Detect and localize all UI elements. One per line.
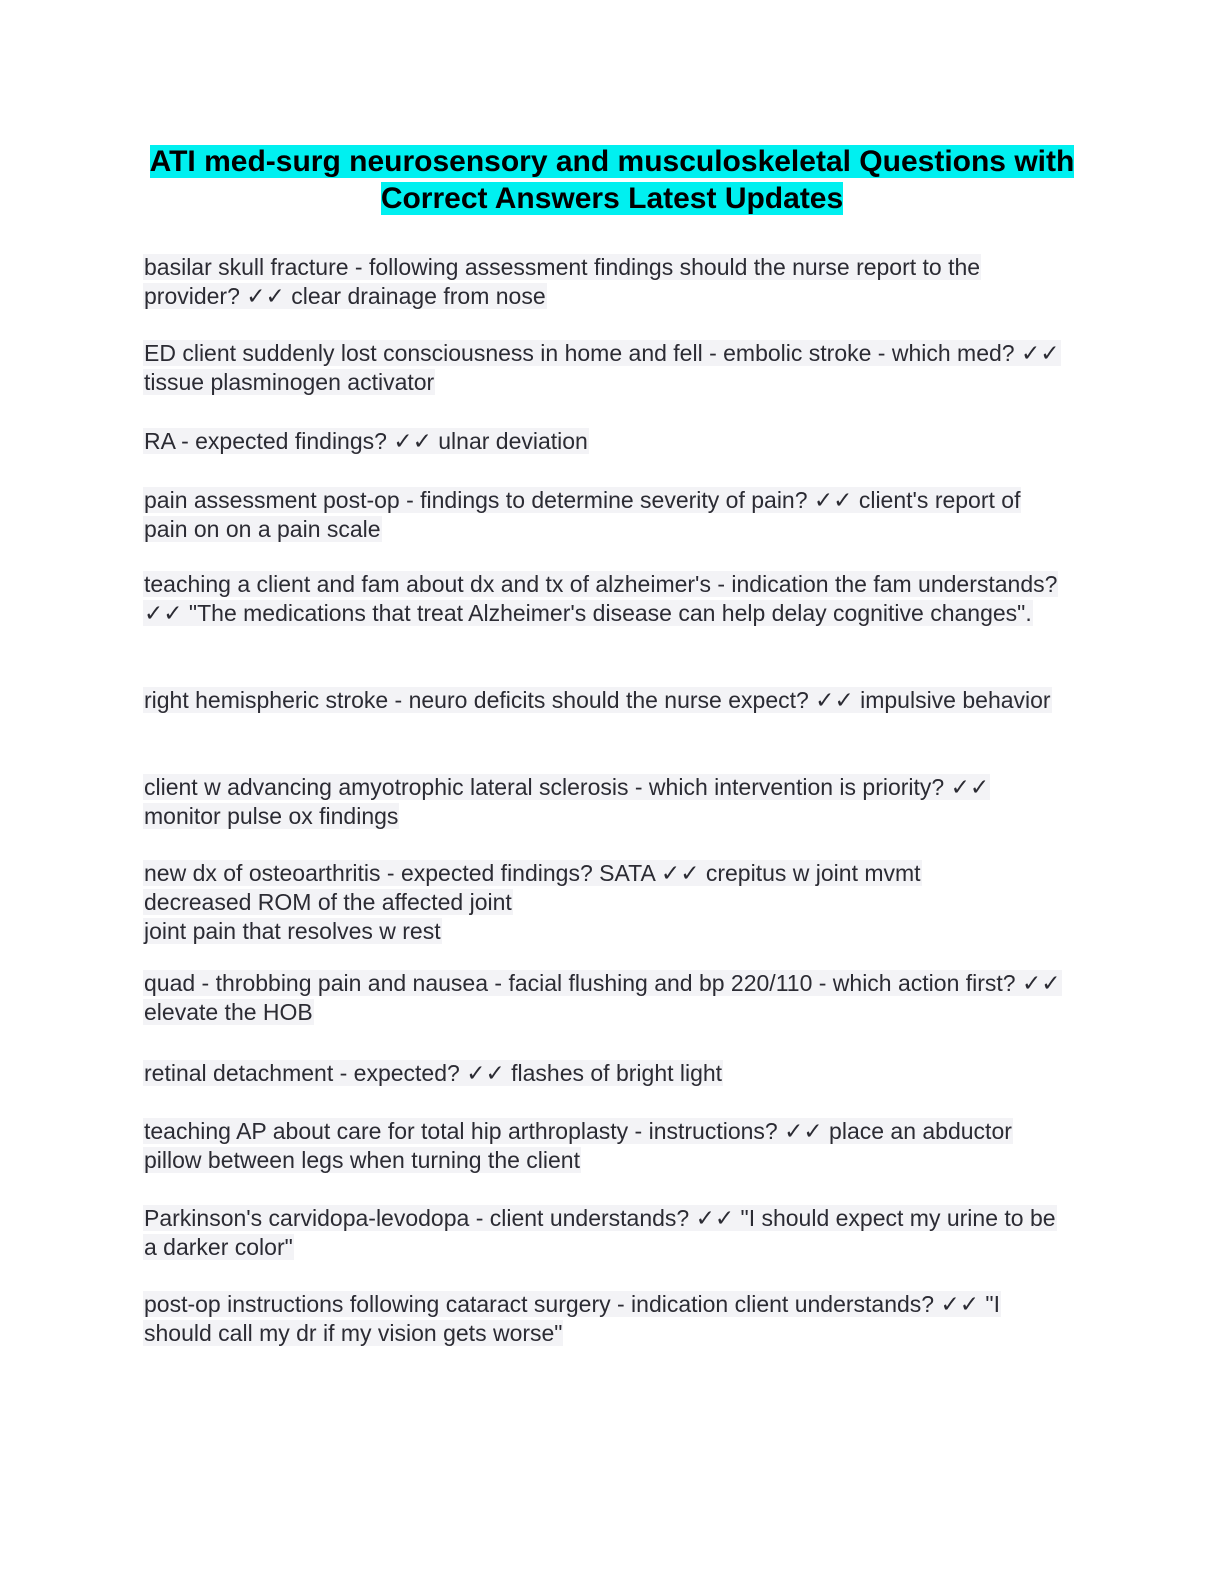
qa-item <box>143 1059 1063 1088</box>
qa-text: client w advancing amyotrophic lateral sclerosis - which intervention is priority? ✓✓ monitor pulse ox findings <box>144 774 990 829</box>
qa-text: pain assessment post-op - findings to determine severity of pain? ✓✓ client's report of pain on on a pain scale <box>144 487 1021 542</box>
document-title <box>120 143 1104 217</box>
title-highlight: ATI med-surg neurosensory and musculoskeletal Questions with Correct Answers Latest Updates <box>149 145 1075 215</box>
qa-text: teaching AP about care for total hip arthroplasty - instructions? ✓✓ place an abductor pillow between legs when turning the client <box>144 1118 1012 1173</box>
qa-item <box>143 427 1063 456</box>
qa-item <box>143 1204 1063 1262</box>
qa-text: new dx of osteoarthritis - expected findings? SATA ✓✓ crepitus w joint mvmt decreased ROM of the affected joint joint pain that resolves w rest <box>144 860 921 944</box>
qa-item <box>143 859 1063 946</box>
qa-text: basilar skull fracture - following assessment findings should the nurse report to the provider? ✓✓ clear drainage from nose <box>144 254 981 309</box>
qa-item <box>143 570 1063 628</box>
qa-text: Parkinson's carvidopa-levodopa - client understands? ✓✓ "I should expect my urine to be a darker color" <box>144 1205 1056 1260</box>
qa-text: RA - expected findings? ✓✓ ulnar deviation <box>144 428 588 454</box>
qa-text: retinal detachment - expected? ✓✓ flashes of bright light <box>144 1060 723 1086</box>
qa-text: post-op instructions following cataract surgery - indication client understands? ✓✓ "I should call my dr if my vision gets worse" <box>144 1291 1000 1346</box>
qa-item <box>143 1117 1063 1175</box>
qa-item <box>143 486 1063 544</box>
qa-item <box>143 969 1063 1027</box>
qa-item <box>143 686 1063 715</box>
qa-item <box>143 339 1063 397</box>
qa-item <box>143 1290 1063 1348</box>
qa-item <box>143 253 1063 311</box>
qa-text: right hemispheric stroke - neuro deficits should the nurse expect? ✓✓ impulsive behavior <box>144 687 1051 713</box>
qa-text: quad - throbbing pain and nausea - facial flushing and bp 220/110 - which action first? ✓✓ elevate the HOB <box>144 970 1061 1025</box>
qa-text: ED client suddenly lost consciousness in home and fell - embolic stroke - which med? ✓✓ tissue plasminogen activator <box>144 340 1060 395</box>
qa-item <box>143 773 1063 831</box>
qa-text: teaching a client and fam about dx and tx of alzheimer's - indication the fam understands? ✓✓ "The medications that treat Alzheimer's disease can help delay cognitive changes". <box>144 571 1058 626</box>
